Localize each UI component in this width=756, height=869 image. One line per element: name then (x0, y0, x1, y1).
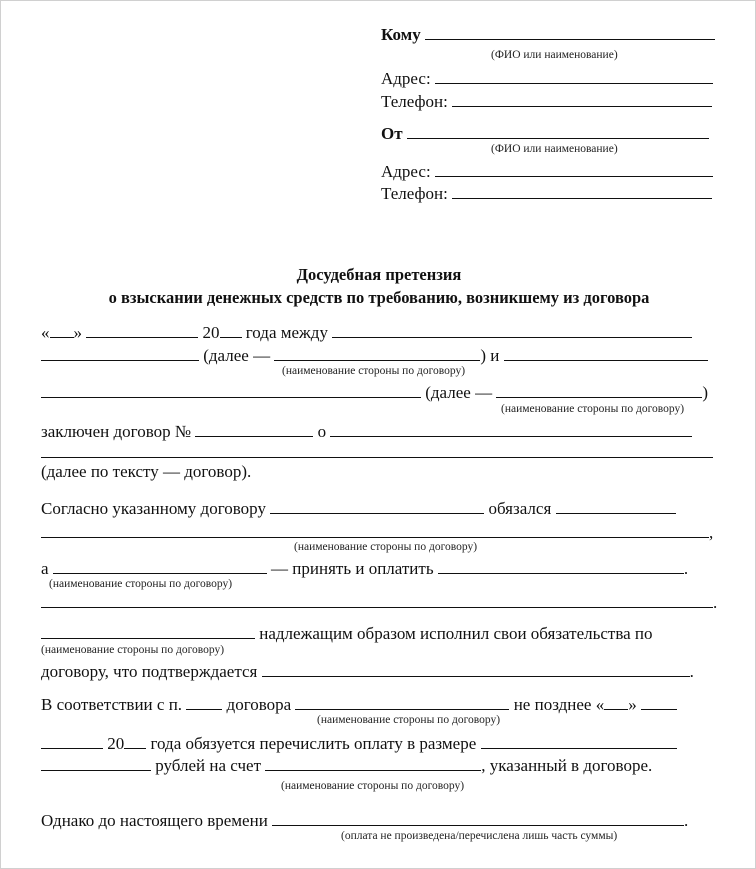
period-3: . (689, 662, 694, 681)
date-line (41, 321, 692, 343)
and-text: и (490, 346, 500, 365)
from-address-label: Адрес: (381, 162, 431, 181)
fulfilled-text: надлежащим образом исполнил свои обязательства по (259, 624, 653, 643)
from-field[interactable] (407, 122, 709, 139)
a-text: а (41, 559, 49, 578)
accepting-party-field[interactable] (53, 557, 267, 574)
party2-role-hint: (наименование стороны по договору) (501, 403, 685, 415)
close-paren-2: ) (702, 383, 709, 402)
comma: , (709, 523, 714, 542)
about-text: о (317, 422, 327, 441)
party2-name-cont-field[interactable] (41, 381, 421, 398)
from-label: От (381, 124, 403, 143)
accepting-party-hint: (наименование стороны по договору) (49, 578, 233, 590)
year-prefix: 20 (202, 323, 220, 342)
to-address-label: Адрес: (381, 69, 431, 88)
period: . (683, 559, 689, 578)
day-field[interactable] (50, 321, 74, 338)
rubles-text: рублей на счет (155, 756, 262, 775)
confirmation-field[interactable] (262, 660, 690, 677)
to-phone-label: Телефон: (381, 92, 448, 111)
party1-role-hint: (наименование стороны по договору) (282, 365, 466, 377)
from-phone-line (381, 182, 712, 204)
account-line (41, 754, 652, 776)
quote-close-2: » (628, 695, 637, 714)
from-phone-field[interactable] (452, 182, 712, 199)
specified-text: , указанный в договоре. (481, 756, 653, 775)
year-prefix-2: 20 (107, 734, 125, 753)
pay-month-field[interactable] (641, 693, 677, 710)
no-later-text: не позднее « (513, 695, 605, 714)
from-phone-label: Телефон: (381, 184, 448, 203)
document-title: Досудебная претензия (296, 265, 462, 284)
payment-status-hint: (оплата не произведена/перечислена лишь часть суммы) (341, 830, 618, 842)
fulfilled-party-hint: (наименование стороны по договору) (41, 644, 225, 656)
quote-open: « (41, 323, 50, 342)
party1-line (41, 344, 708, 366)
accept-cont-field[interactable] (41, 591, 713, 608)
obligation-line (41, 497, 676, 519)
party1-name-field[interactable] (332, 321, 692, 338)
contract-number-field[interactable] (195, 420, 313, 437)
confirmed-text: договору, что подтверждается (41, 662, 258, 681)
accept-subject-field[interactable] (438, 557, 684, 574)
close-paren: ) (480, 346, 487, 365)
contract-line (41, 420, 692, 442)
to-phone-field[interactable] (452, 90, 712, 107)
month-field[interactable] (86, 321, 198, 338)
party2-line (41, 381, 708, 403)
from-hint: (ФИО или наименование) (491, 143, 618, 155)
paying-party-hint: (наименование стороны по договору) (317, 714, 501, 726)
according-text: Согласно указанному договору (41, 499, 266, 518)
party2-name-field[interactable] (504, 344, 708, 361)
between-text: года между (245, 323, 328, 342)
to-address-line (381, 67, 713, 89)
obliged-party-field[interactable] (270, 497, 484, 514)
contract-subject-cont-field[interactable] (41, 441, 713, 458)
accordance-line (41, 693, 677, 715)
obligation-cont-line (41, 521, 713, 543)
however-text: Однако до настоящего времени (41, 811, 268, 830)
obliged-text: обязался (488, 499, 552, 518)
confirmed-line (41, 660, 694, 682)
concluded-text: заключен договор № (41, 422, 192, 441)
to-label: Кому (381, 25, 421, 44)
from-address-field[interactable] (435, 160, 713, 177)
payment-status-field[interactable] (272, 809, 684, 826)
contract-subject-field[interactable] (330, 420, 692, 437)
party2-role-field[interactable] (496, 381, 702, 398)
further-text-2: (далее — (425, 383, 493, 402)
period-4: . (684, 811, 689, 830)
pay-year-field[interactable] (124, 732, 146, 749)
party1-role-field[interactable] (274, 344, 480, 361)
further-text: (далее — (203, 346, 271, 365)
party1-name-cont-field[interactable] (41, 344, 199, 361)
payment-amount-field[interactable] (481, 732, 677, 749)
further-contract-text: (далее по тексту — договор). (41, 462, 252, 481)
accept-line (41, 557, 688, 579)
contract-subject-cont-line (41, 441, 713, 463)
account-party-field[interactable] (265, 754, 481, 771)
paying-party-field[interactable] (295, 693, 509, 710)
however-line (41, 809, 688, 831)
obligation-cont-field[interactable] (41, 521, 709, 538)
document-subtitle: о взыскании денежных средств по требованию, возникшему из договора (108, 288, 650, 307)
accept-pay-text: — принять и оплатить (271, 559, 434, 578)
to-address-field[interactable] (435, 67, 713, 84)
obliged-party-hint: (наименование стороны по договору) (294, 541, 478, 553)
period-2: . (713, 593, 718, 612)
to-hint: (ФИО или наименование) (491, 49, 618, 61)
to-phone-line (381, 90, 712, 112)
from-address-line (381, 160, 713, 182)
to-line (381, 23, 715, 45)
to-field[interactable] (425, 23, 715, 40)
pay-day-field[interactable] (604, 693, 628, 710)
quote-close: » (73, 323, 82, 342)
from-line (381, 122, 709, 144)
year-obliges-text: года обязуется перечислить оплату в размере (150, 734, 477, 753)
payment-line (41, 732, 677, 754)
payment-amount-cont-field[interactable] (41, 754, 151, 771)
account-party-hint: (наименование стороны по договору) (281, 780, 465, 792)
fulfilled-party-field[interactable] (41, 622, 255, 639)
year-field[interactable] (220, 321, 242, 338)
contract-text: договора (226, 695, 292, 714)
pay-month-cont-field[interactable] (41, 732, 103, 749)
clause-number-field[interactable] (186, 693, 222, 710)
in-accordance-text: В соответствии с п. (41, 695, 183, 714)
obligation-field[interactable] (556, 497, 676, 514)
accept-cont-line (41, 591, 717, 613)
fulfilled-line (41, 622, 653, 644)
